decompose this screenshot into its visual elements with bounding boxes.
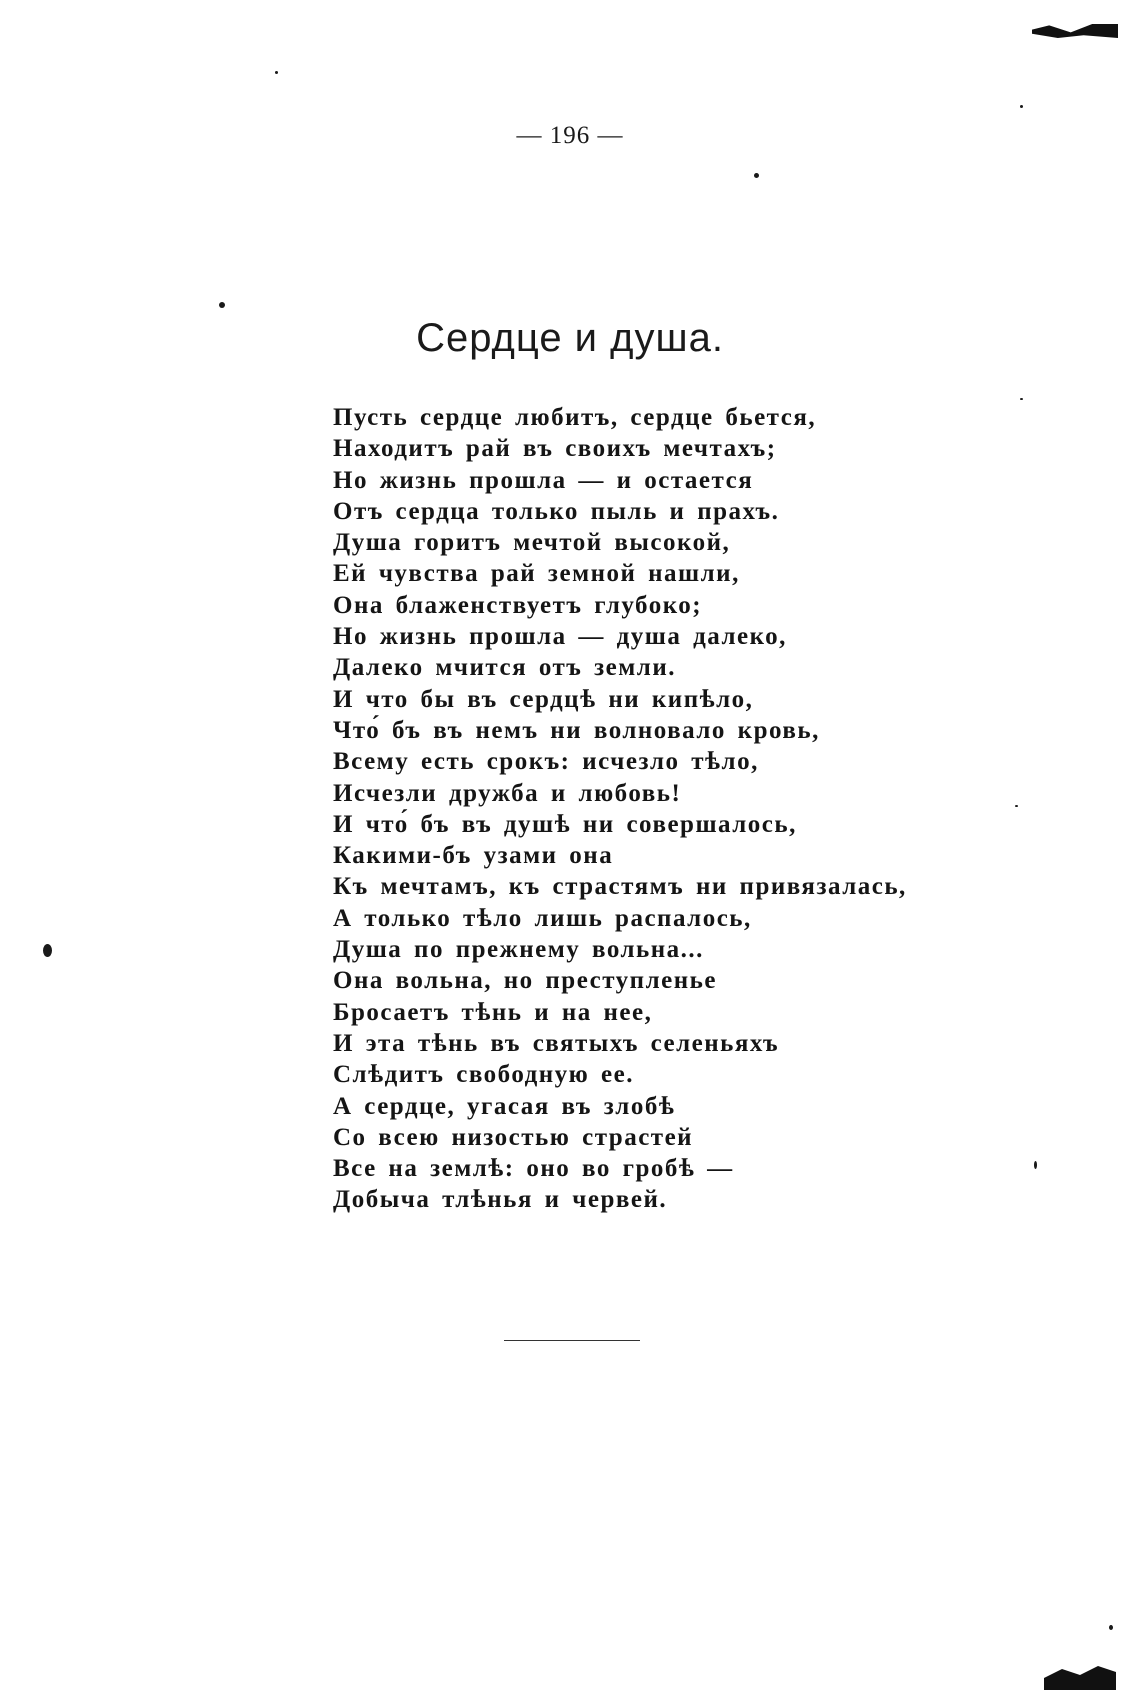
speck — [1034, 1161, 1037, 1169]
poem-line: И что бы въ сердцѣ ни кипѣло, — [333, 685, 754, 713]
poem-line: И эта тѣнь въ святыхъ селеньяхъ — [333, 1029, 780, 1057]
poem-line: Она вольна, но преступленье — [333, 967, 717, 995]
poem-line: Она блаженствуетъ глубоко; — [333, 591, 703, 619]
speck — [1015, 805, 1018, 807]
scan-artifact-bottom-right — [1044, 1660, 1116, 1690]
poem-line: Къ мечтамъ, къ страстямъ ни привязалась, — [333, 873, 907, 901]
poem-line: Какими-бъ узами она — [333, 842, 614, 870]
scan-artifact-top-right — [1032, 24, 1118, 38]
poem-line: Ей чувства рай земной нашли, — [333, 560, 740, 588]
poem-line: Добыча тлѣнья и червей. — [333, 1186, 668, 1214]
poem-line: А сердце, угасая въ злобѣ — [333, 1092, 676, 1120]
speck — [1020, 398, 1023, 400]
poem-title: Сердце и душа. — [416, 316, 724, 360]
poem-line: Все на землѣ: оно во гробѣ — — [333, 1155, 734, 1183]
poem-body — [333, 402, 973, 1216]
poem-line: Но жизнь прошла — душа далеко, — [333, 623, 787, 651]
speck — [1020, 105, 1023, 108]
speck — [1109, 1625, 1113, 1630]
poem-line: Находитъ рай въ своихъ мечтахъ; — [333, 435, 777, 463]
speck — [275, 71, 278, 74]
poem-line: Что́ бъ въ немъ ни волновало кровь, — [333, 716, 820, 744]
poem-line: Всему есть срокъ: исчезло тѣло, — [333, 748, 759, 776]
poem-line: Но жизнь прошла — и остается — [333, 466, 754, 494]
poem-line: Далеко мчится отъ земли. — [333, 654, 676, 682]
page-number: — 196 — — [516, 122, 624, 149]
poem-line: Душа горитъ мечтой высокой, — [333, 529, 731, 557]
poem-line: Отъ сердца только пыль и прахъ. — [333, 497, 780, 525]
poem-line: Со всею низостью страстей — [333, 1123, 694, 1151]
end-divider — [504, 1340, 640, 1341]
speck — [219, 302, 225, 308]
speck — [754, 173, 759, 178]
poem-line: И что́ бъ въ душѣ ни совершалось, — [333, 810, 797, 838]
poem-line: А только тѣло лишь распалось, — [333, 904, 752, 932]
poem-line: Исчезли дружба и любовь! — [333, 779, 682, 807]
poem-line: Бросаетъ тѣнь и на нее, — [333, 998, 653, 1026]
poem-line: Душа по прежнему вольна... — [333, 936, 704, 964]
speck — [43, 944, 52, 957]
poem-line: Слѣдитъ свободную ее. — [333, 1061, 634, 1089]
poem-line: Пусть сердце любитъ, сердце бьется, — [333, 404, 817, 431]
